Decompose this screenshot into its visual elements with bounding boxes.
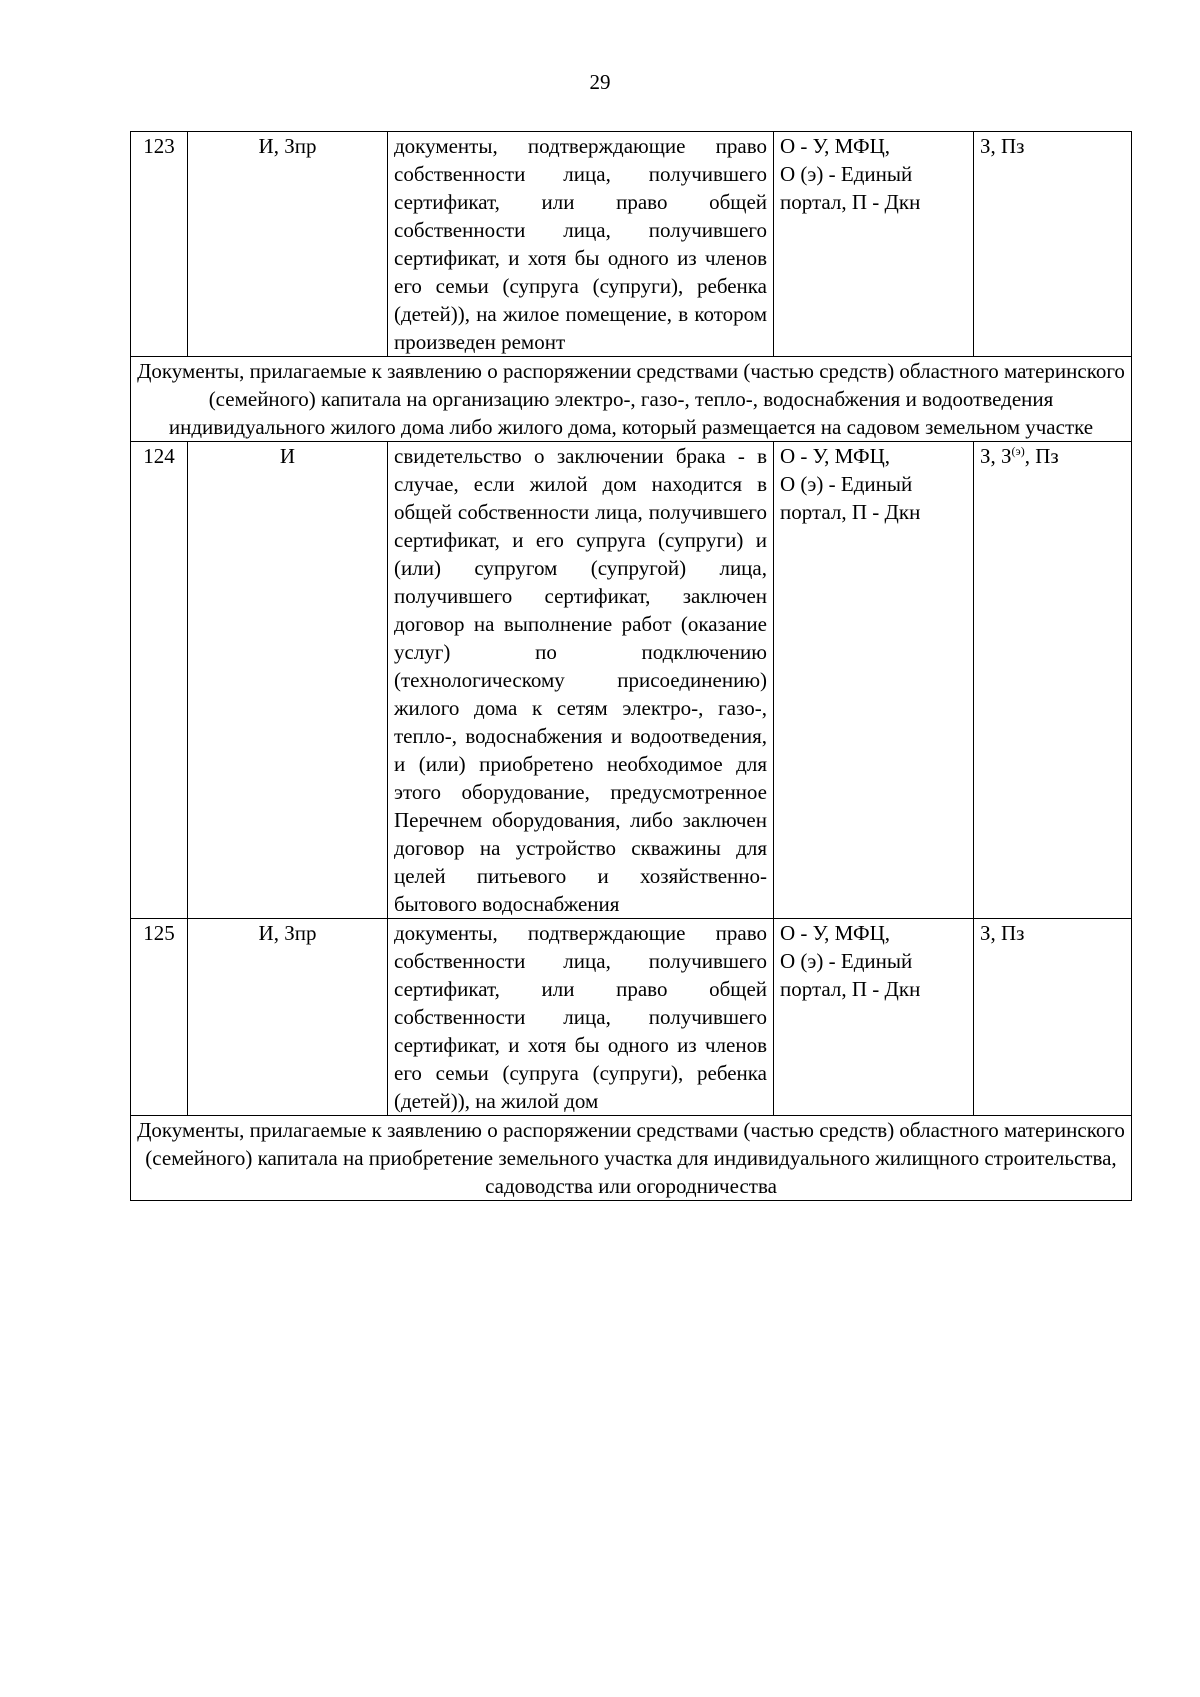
row-number: 125 [131, 919, 188, 1116]
submission-form: З, Пз [974, 919, 1132, 1116]
document-description: документы, подтверждающие право собственности лица, получившего сертификат, или право общей собственности лица, получившего сертификат, и хотя бы одного из членов его семьи (супруга (супруги), ребенка (детей)), на жилое помещение, в котором произведен ремонт [388, 132, 774, 357]
submission-place-line: О - У, МФЦ, [780, 134, 891, 158]
document-description: свидетельство о заключении брака - в случае, если жилой дом находится в общей собственности лица, получившего сертификат, и его супруга (супруги) и (или) супругом (супругой) лица, получившего сертификат, заключен договор на выполнение работ (оказание услуг) по подключению (технологическому присоединению) жилого дома к сетям электро-, газо-, тепло-, водоснабжения и водоотведения, и (или) приобретено необходимое для этого оборудование, предусмотренное Перечнем оборудования, либо заключен договор на устройство скважины для целей питьевого и хозяйственно-бытового водоснабжения [388, 442, 774, 919]
submission-place [774, 132, 974, 357]
row-number: 124 [131, 442, 188, 919]
submission-place-line: портал, П - Дкн [780, 500, 921, 524]
form-prefix: З, З [980, 444, 1012, 468]
submission-place [774, 919, 974, 1116]
section-heading: Документы, прилагаемые к заявлению о распоряжении средствами (частью средств) областного материнского (семейного) капитала на организацию электро-, газо-, тепло-, водоснабжения и водоотведения индивидуального жилого дома либо жилого дома, который размещается на садовом земельном участке [131, 357, 1132, 442]
submission-place [774, 442, 974, 919]
form-superscript: (э) [1011, 444, 1025, 458]
submission-place-line: О (э) - Единый [780, 949, 913, 973]
document-description: документы, подтверждающие право собственности лица, получившего сертификат, или право общей собственности лица, получившего сертификат, и хотя бы одного из членов его семьи (супруга (супруги), ребенка (детей)), на жилой дом [388, 919, 774, 1116]
section-heading: Документы, прилагаемые к заявлению о распоряжении средствами (частью средств) областного материнского (семейного) капитала на приобретение земельного участка для индивидуального жилищного строительства, садоводства или огородничества [131, 1116, 1132, 1201]
submission-form: З, Пз [974, 132, 1132, 357]
table-row [131, 132, 1132, 357]
submission-place-line: портал, П - Дкн [780, 190, 921, 214]
submission-place-line: О (э) - Единый [780, 472, 913, 496]
page-number: 29 [589, 70, 611, 94]
section-row [131, 1116, 1132, 1201]
applicant-category: И [188, 442, 388, 919]
submission-form [974, 442, 1132, 919]
documents-table [130, 131, 1132, 1201]
table-row [131, 442, 1132, 919]
applicant-category: И, Зпр [188, 132, 388, 357]
submission-place-line: портал, П - Дкн [780, 977, 921, 1001]
section-row [131, 357, 1132, 442]
row-number: 123 [131, 132, 188, 357]
submission-place-line: О - У, МФЦ, [780, 921, 891, 945]
form-suffix: , Пз [1024, 444, 1059, 468]
submission-place-line: О - У, МФЦ, [780, 444, 891, 468]
applicant-category: И, Зпр [188, 919, 388, 1116]
table-row [131, 919, 1132, 1116]
submission-place-line: О (э) - Единый [780, 162, 913, 186]
